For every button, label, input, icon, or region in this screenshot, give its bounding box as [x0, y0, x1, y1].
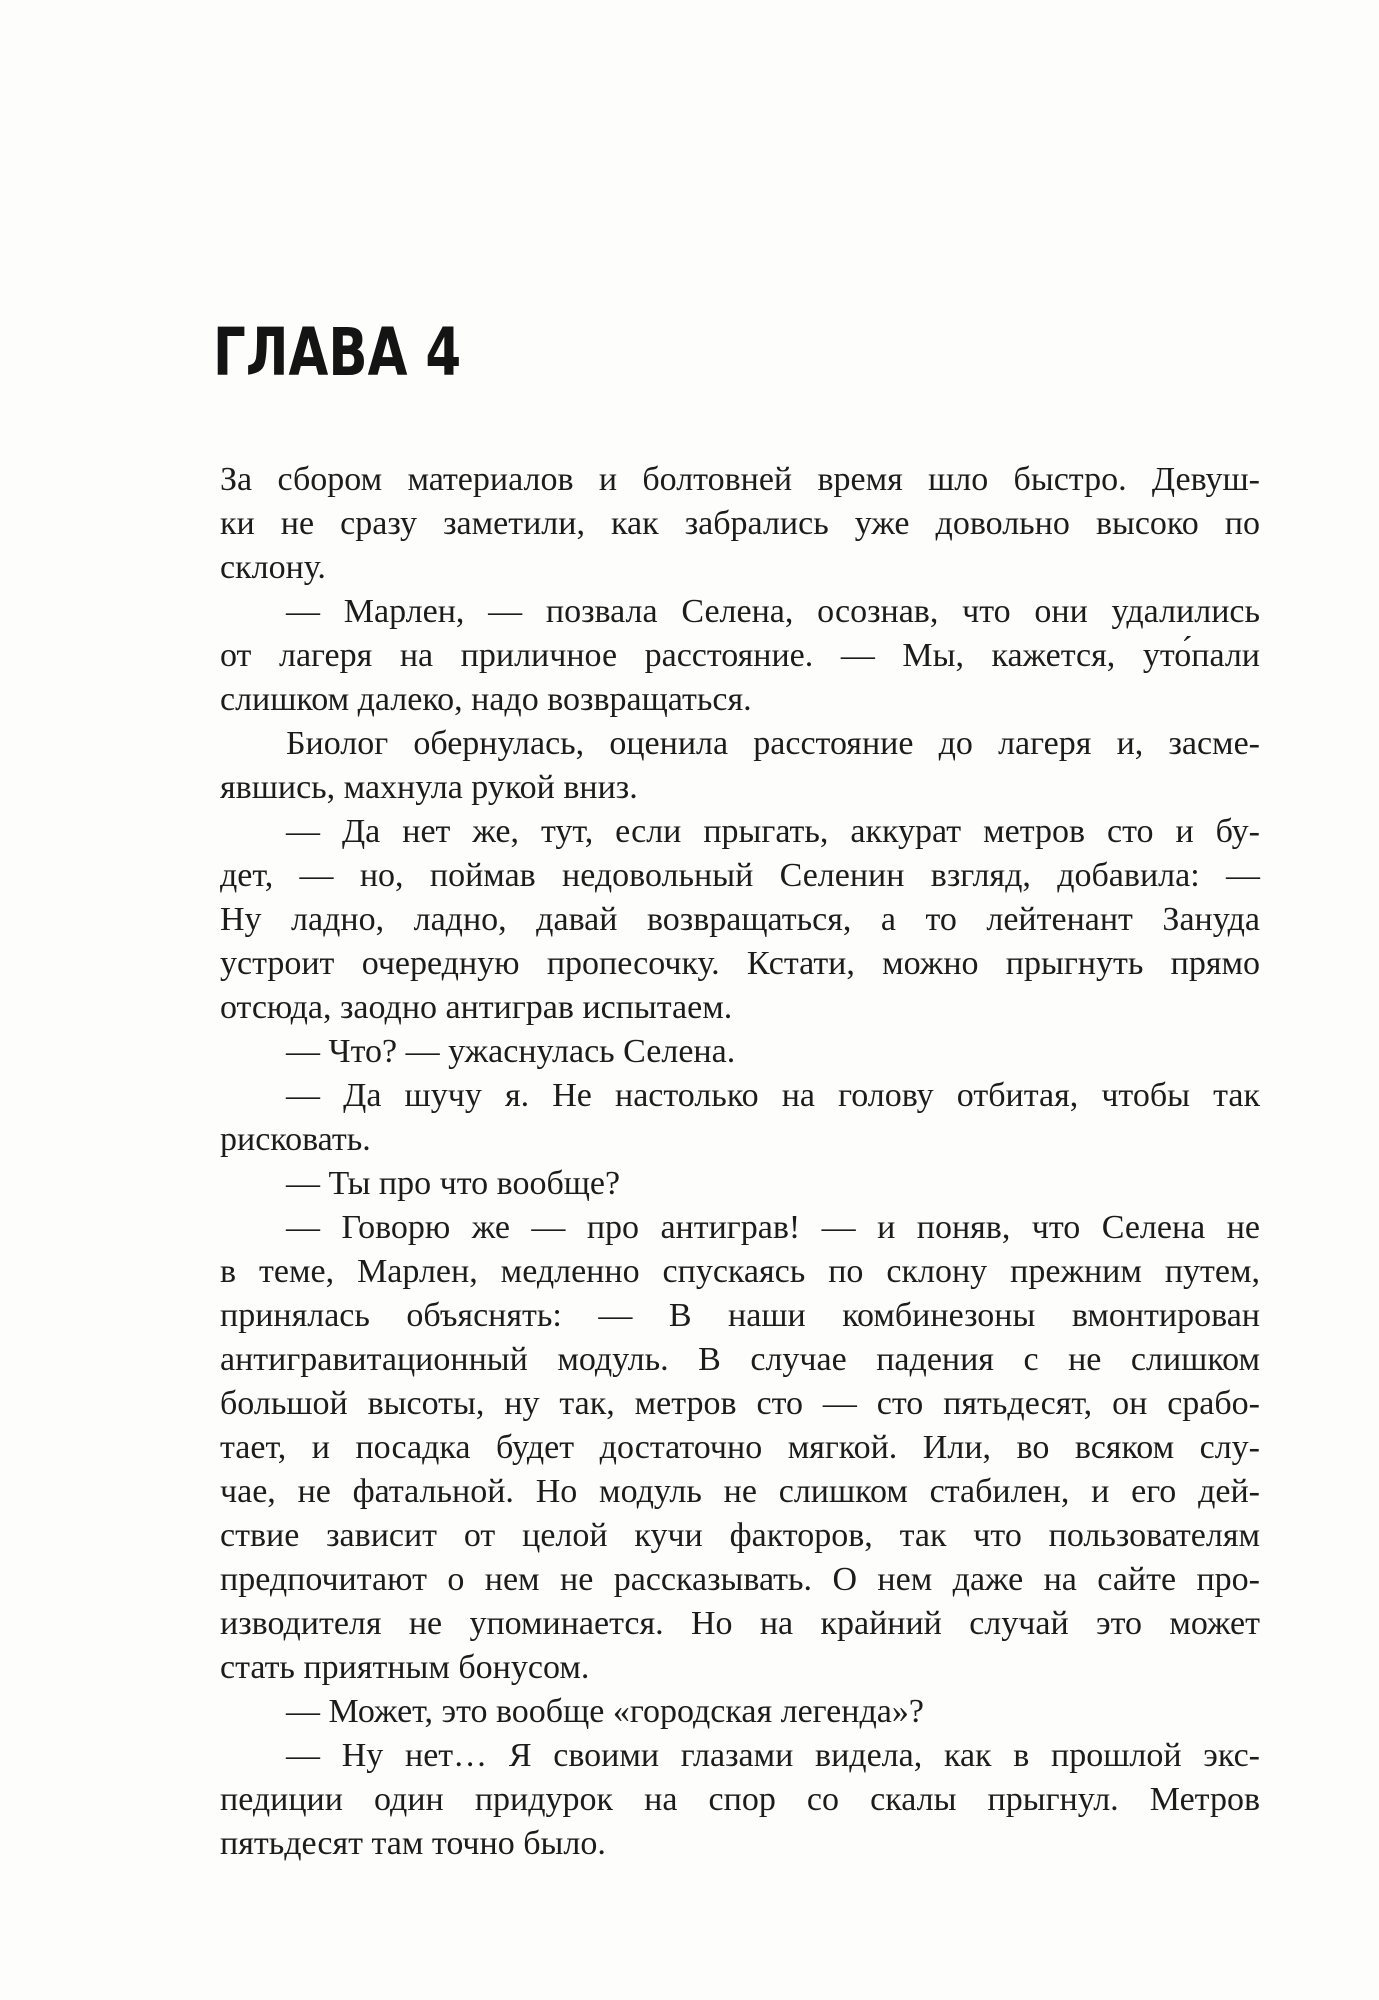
text-line: чае, не фатальной. Но модуль не слишком стабилен, и его дей-: [220, 1473, 1260, 1510]
text-line: слишком далеко, надо возвращаться.: [220, 681, 752, 718]
chapter-body: [220, 458, 1260, 1866]
text-line: педиции один придурок на спор со скалы прыгнул. Метров: [220, 1781, 1260, 1818]
text-line: пятьдесят там точно было.: [220, 1825, 606, 1862]
text-line: устроит очередную пропесочку. Кстати, можно прыгнуть прямо: [220, 945, 1260, 982]
text-line: большой высоты, ну так, метров сто — сто пятьдесят, он срабо-: [220, 1385, 1260, 1422]
text-line: отсюда, заодно антиграв испытаем.: [220, 989, 733, 1026]
text-line: Ну ладно, ладно, давай возвращаться, а то лейтенант Зануда: [220, 901, 1260, 938]
text-line: — Марлен, — позвала Селена, осознав, что они удалились: [286, 593, 1260, 630]
text-line: явшись, махнула рукой вниз.: [220, 769, 638, 806]
text-line: от лагеря на приличное расстояние. — Мы, кажется, уто́пали: [220, 637, 1260, 674]
text-line: дет, — но, поймав недовольный Селенин взгляд, добавила: —: [220, 857, 1260, 894]
text-line: тает, и посадка будет достаточно мягкой. Или, во всяком слу-: [220, 1429, 1260, 1466]
text-line: в теме, Марлен, медленно спускаясь по склону прежним путем,: [220, 1253, 1260, 1290]
text-line: рисковать.: [220, 1121, 371, 1158]
text-line: — Ты про что вообще?: [286, 1165, 621, 1202]
text-line: ствие зависит от целой кучи факторов, так что пользователям: [220, 1517, 1260, 1554]
text-line: принялась объяснять: — В наши комбинезоны вмонтирован: [220, 1297, 1260, 1334]
chapter-title: ГЛАВА 4: [213, 314, 462, 391]
text-line: — Да нет же, тут, если прыгать, аккурат метров сто и бу-: [286, 813, 1260, 850]
text-line: склону.: [220, 549, 326, 586]
text-line: — Ну нет… Я своими глазами видела, как в прошлой экс-: [286, 1737, 1260, 1774]
text-line: предпочитают о нем не рассказывать. О нем даже на сайте про-: [220, 1561, 1260, 1598]
text-line: ки не сразу заметили, как забрались уже довольно высоко по: [220, 505, 1260, 542]
text-line: — Да шучу я. Не настолько на голову отбитая, чтобы так: [286, 1077, 1260, 1114]
text-line: — Говорю же — про антиграв! — и поняв, что Селена не: [286, 1209, 1260, 1246]
text-line: стать приятным бонусом.: [220, 1649, 590, 1686]
text-line: антигравитационный модуль. В случае падения с не слишком: [220, 1341, 1260, 1378]
text-line: За сбором материалов и болтовней время шло быстро. Девуш-: [220, 461, 1260, 498]
text-line: изводителя не упоминается. Но на крайний случай это может: [220, 1605, 1260, 1642]
text-line: Биолог обернулась, оценила расстояние до лагеря и, засме-: [286, 725, 1260, 762]
text-line: — Может, это вообще «городская легенда»?: [286, 1693, 924, 1730]
text-line: — Что? — ужаснулась Селена.: [286, 1033, 736, 1070]
